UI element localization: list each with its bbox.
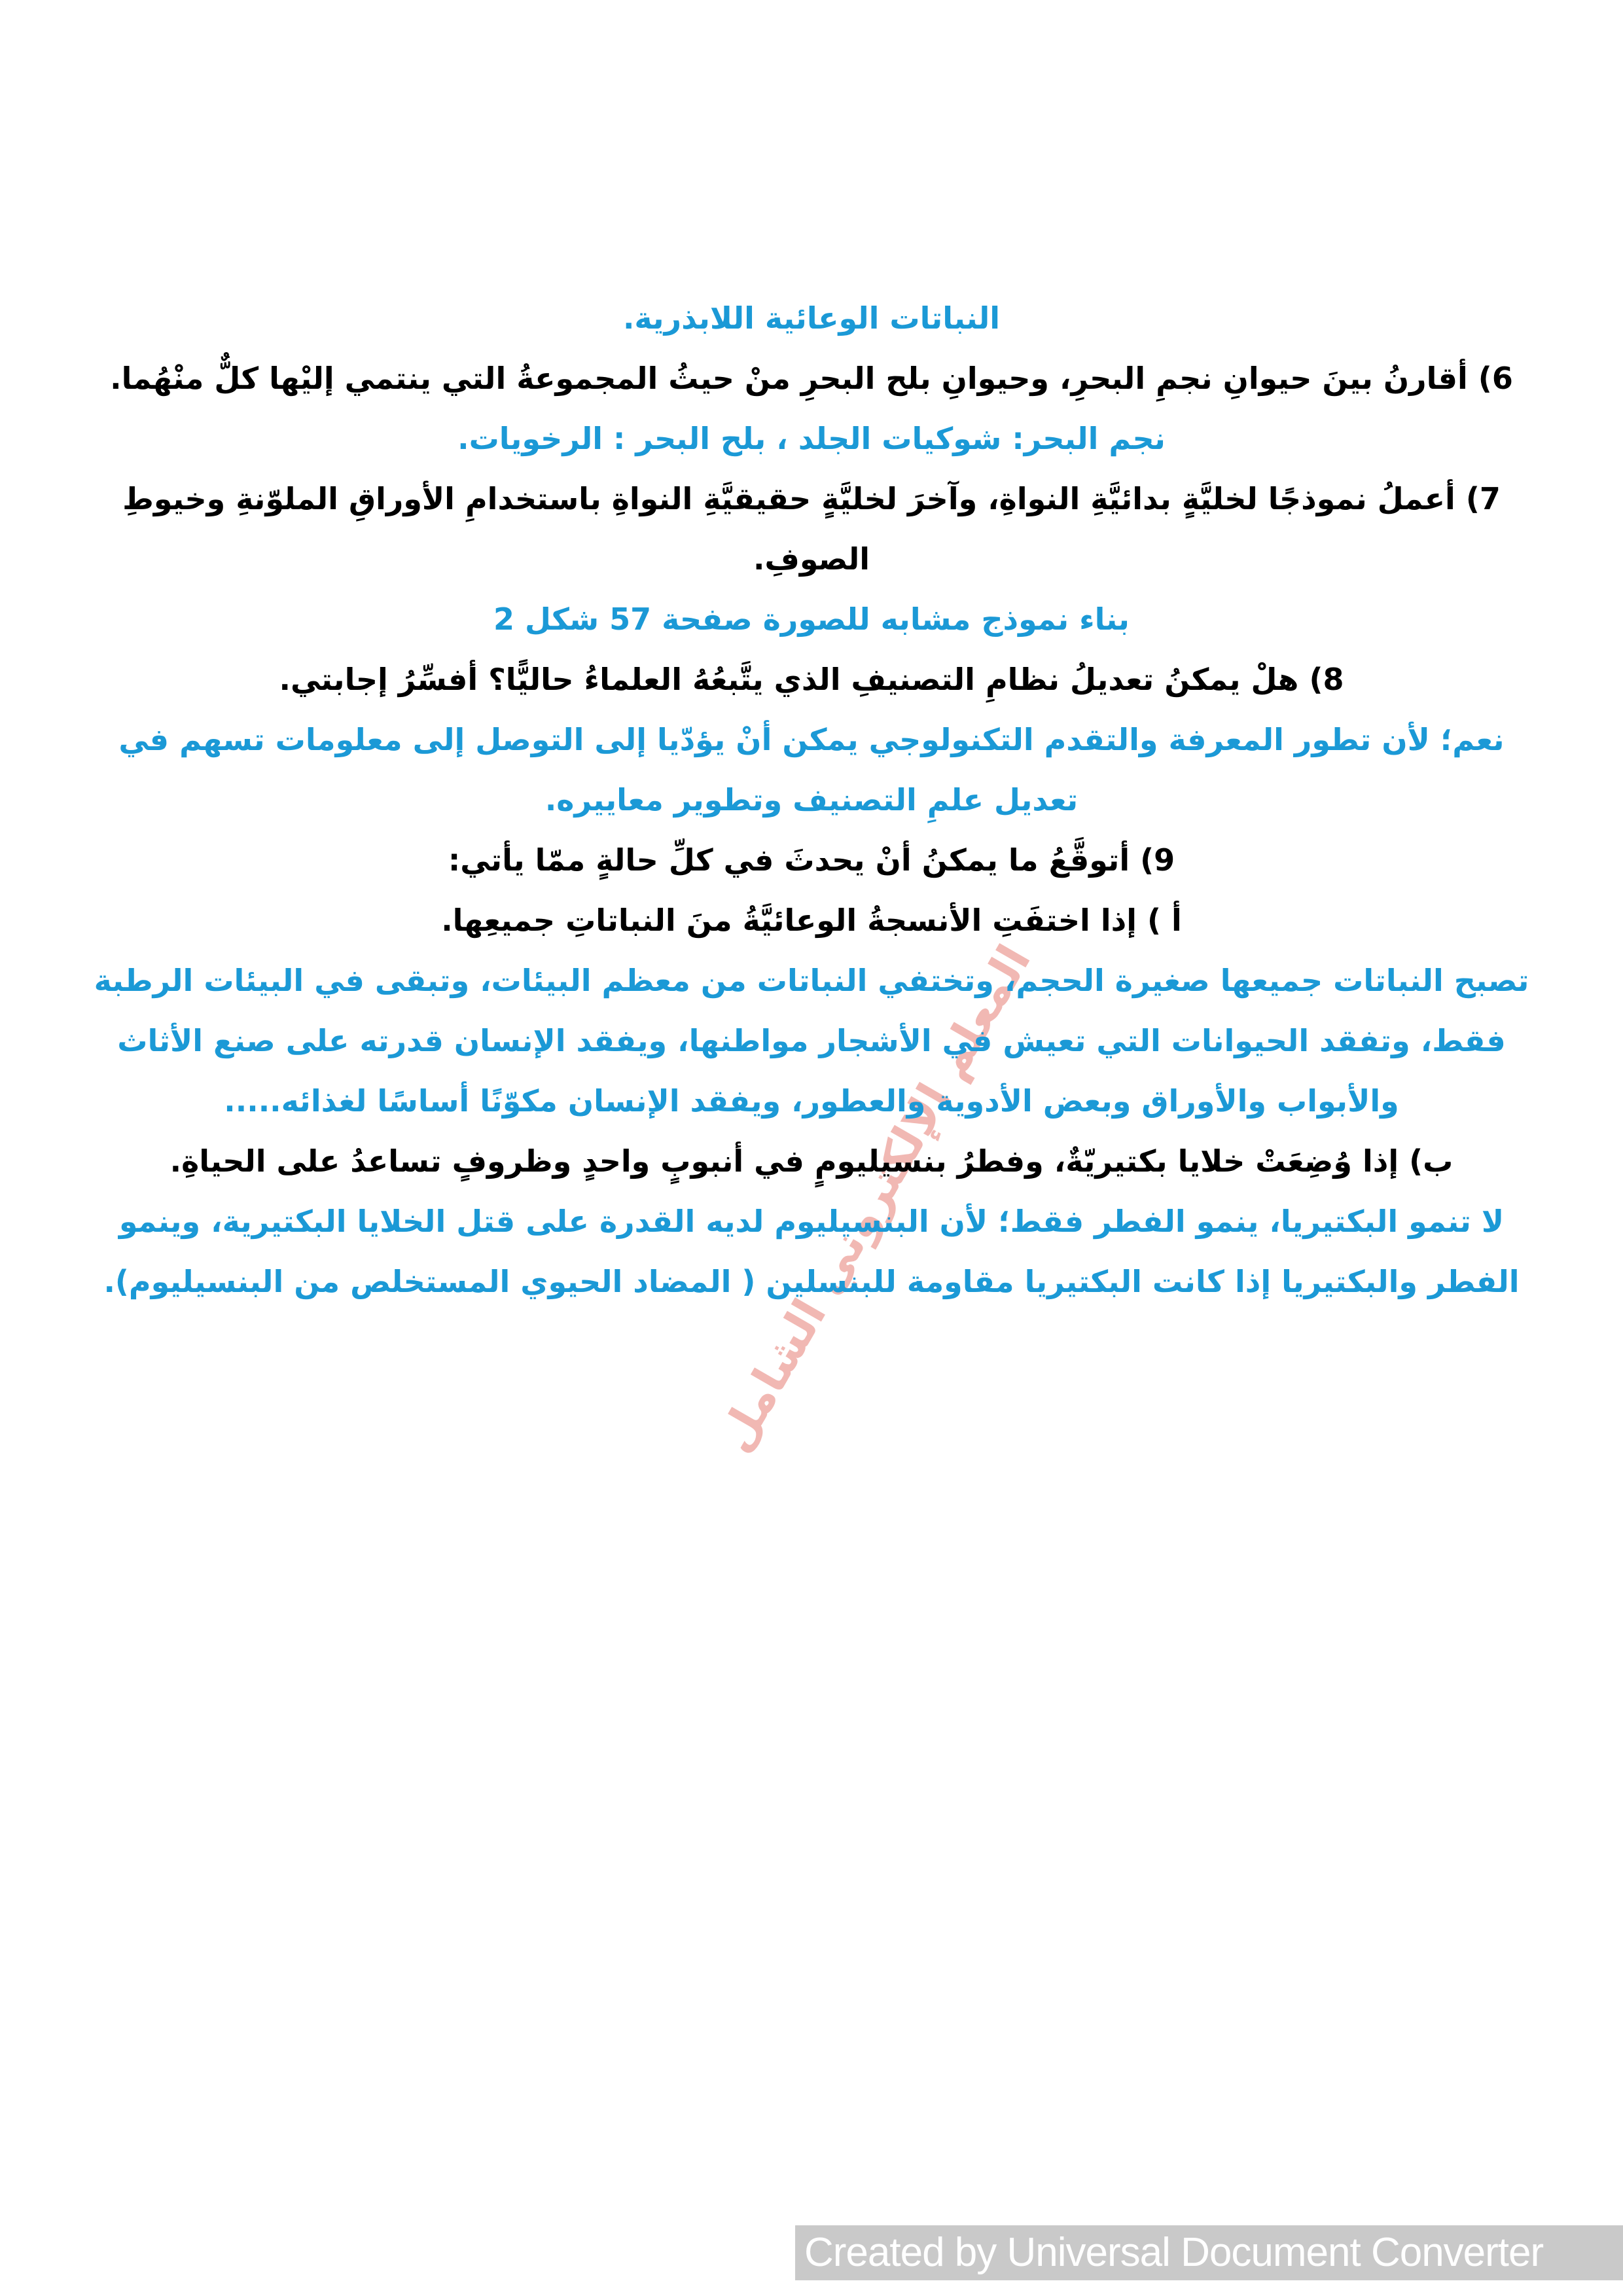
- answer-6: نجم البحر: شوكيات الجلد ، بلح البحر : الرخويات.: [457, 421, 1166, 456]
- question-9-part-b: ب) إذا وُضِعَتْ خلايا بكتيريّةٌ، وفطرُ بنسيليومٍ في أنبوبٍ واحدٍ وظروفٍ تساعدُ على الحياةِ.: [169, 1143, 1454, 1179]
- converter-footer-text: Created by Universal Document Converter: [804, 2230, 1544, 2275]
- converter-footer-bar: [795, 2225, 1623, 2280]
- question-8: 8) هلْ يمكنُ تعديلُ نظامِ التصنيفِ الذي يتَّبعُهُ العلماءُ حاليًّا؟ أفسِّرُ إجابتي.: [279, 662, 1344, 697]
- question-9-part-a: أ ) إذا اختفَتِ الأنسجةُ الوعائيَّةُ منَ النباتاتِ جميعِها.: [441, 903, 1182, 938]
- question-7: 7) أعملُ نموذجًا لخليَّةٍ بدائيَّةِ النواةِ، وآخرَ لخليَّةٍ حقيقيَّةِ النواةِ باستخدامِ الأوراقِ الملوّنةِ وخيوطِ الصوفِ.: [122, 481, 1501, 577]
- answer-9-part-a: تصبح النباتات جميعها صغيرة الحجم، وتختفي النباتات من معظم البيئات، وتبقى في البيئات الرطبة فقط، وتفقد الحيوانات التي تعيش في الأشجار مواطنها، ويفقد الإنسان قدرته على صنع الأثاث والأبواب والأوراق وبعض الأدوية والعطور، ويفقد الإنسان مكوّنًا أساسًا لغذائه.....: [94, 963, 1529, 1119]
- question-9-intro: 9) أتوقَّعُ ما يمكنُ أنْ يحدثَ في كلِّ حالةٍ ممّا يأتي:: [448, 842, 1175, 878]
- answer-8: نعم؛ لأن تطور المعرفة والتقدم التكنولوجي يمكن أنْ يؤدّيا إلى التوصل إلى معلومات تسهم في تعديل علمِ التصنيف وتطوير معاييره.: [118, 722, 1505, 817]
- answer-9-part-b: لا تنمو البكتيريا، ينمو الفطر فقط؛ لأن البنسيليوم لديه القدرة على قتل الخلايا البكتيرية، وينمو الفطر والبكتيريا إذا كانت البكتيريا مقاومة للبنسلين ( المضاد الحيوي المستخلص من البنسيليوم).: [103, 1204, 1520, 1299]
- page-title: النباتات الوعائية اللابذرية.: [622, 300, 1001, 336]
- answer-7: بناء نموذج مشابه للصورة صفحة 57 شكل 2: [493, 601, 1130, 637]
- document-body: [92, 0, 1531, 1312]
- question-6: 6) أقارنُ بينَ حيوانِ نجمِ البحرِ، وحيوانِ بلح البحرِ منْ حيثُ المجموعةُ التي ينتمي إليْها كلٌّ منْهُما.: [110, 361, 1513, 396]
- site-watermark: المعلم الإلكتروني الشامل: [707, 936, 1042, 1461]
